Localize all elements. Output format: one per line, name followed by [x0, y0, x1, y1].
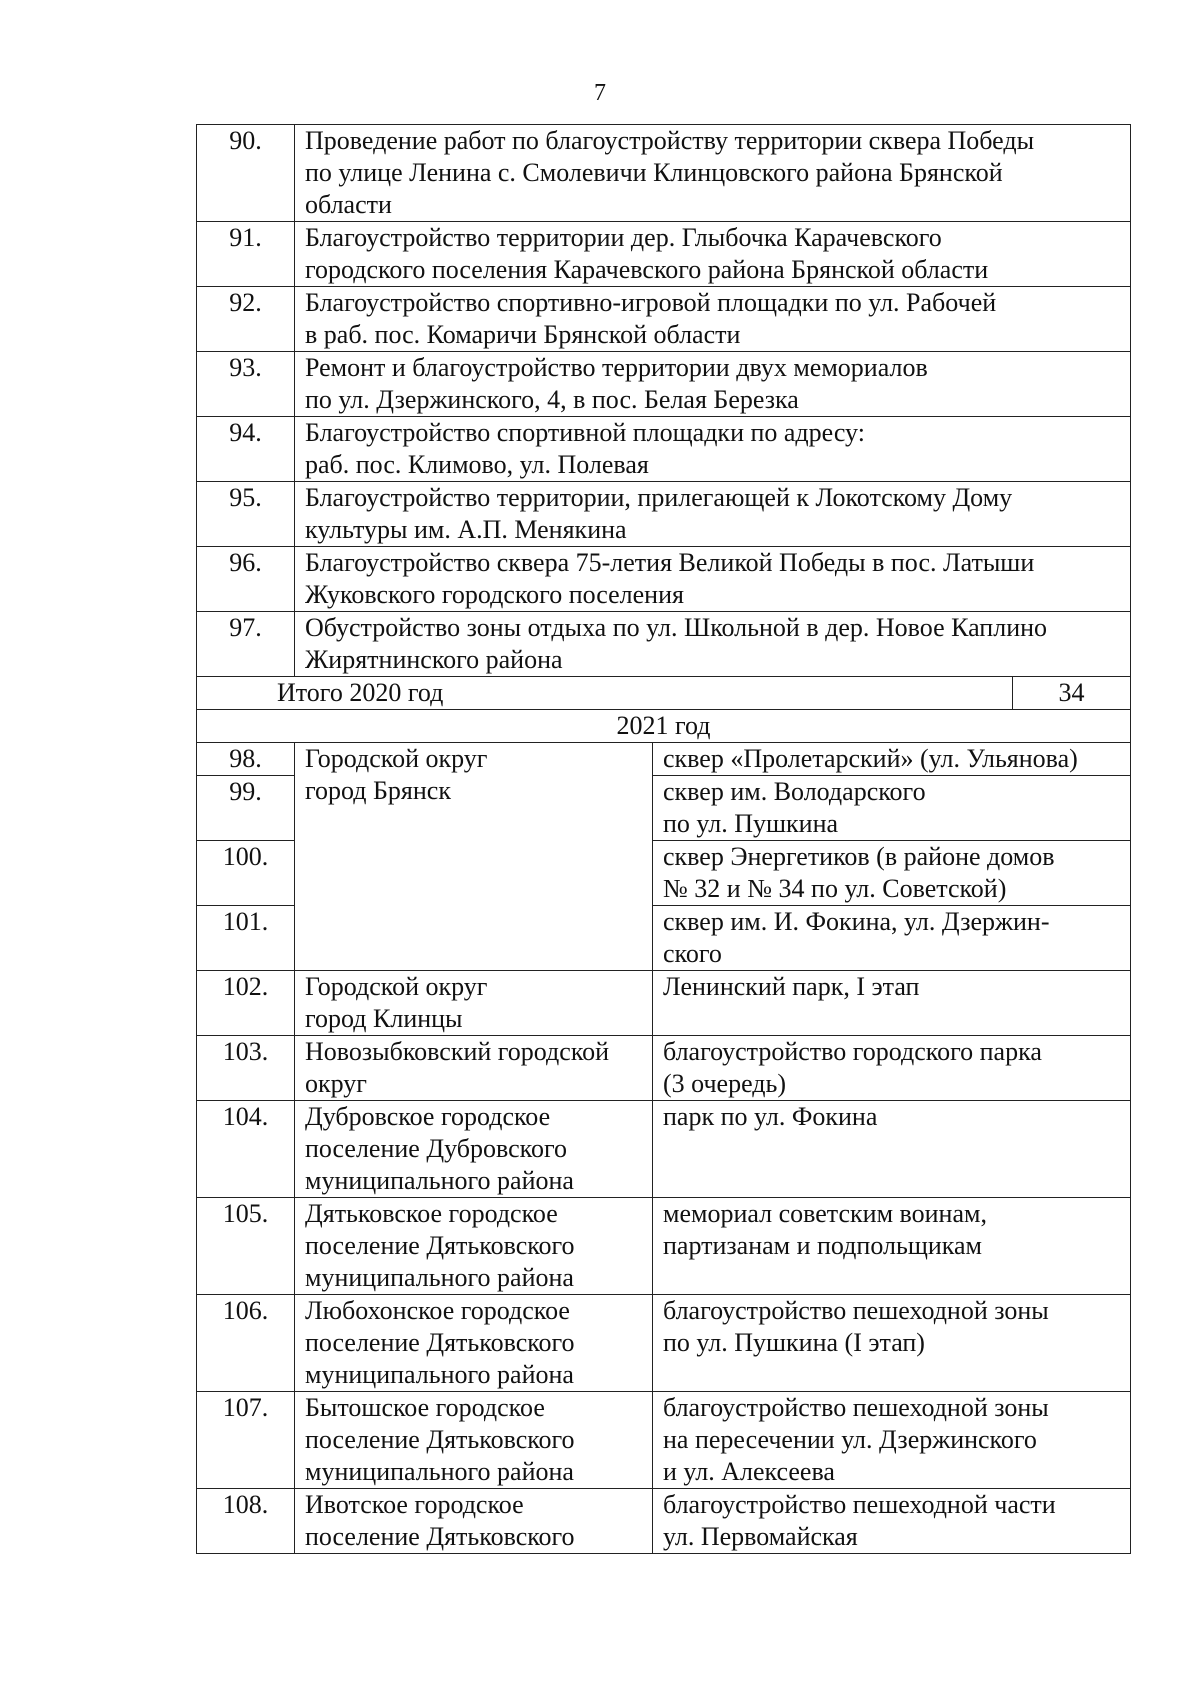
row-description: Проведение работ по благоустройству территории сквера Победы по улице Ленина с. Смолевичи Клинцовского района Брянской области	[295, 125, 1131, 222]
row-number: 91.	[197, 222, 295, 287]
row-number: 108.	[197, 1489, 295, 1554]
row-number: 100.	[197, 841, 295, 906]
row-number: 93.	[197, 352, 295, 417]
row-description: Благоустройство спортивно-игровой площадки по ул. Рабочей в раб. пос. Комаричи Брянской области	[295, 287, 1131, 352]
row-number: 101.	[197, 906, 295, 971]
table-row	[197, 612, 1131, 677]
row-object: сквер Энергетиков (в районе домов № 32 и № 34 по ул. Советской)	[653, 841, 1131, 906]
row-municipality: Дятьковское городское поселение Дятьковского муниципального района	[295, 1198, 653, 1295]
table-row	[197, 743, 1131, 776]
row-number: 90.	[197, 125, 295, 222]
row-number: 97.	[197, 612, 295, 677]
row-object: благоустройство пешеходной части ул. Первомайская	[653, 1489, 1131, 1554]
total-value: 34	[1013, 677, 1131, 710]
row-description: Благоустройство территории дер. Глыбочка Карачевского городского поселения Карачевского района Брянской области	[295, 222, 1131, 287]
table-row	[197, 1198, 1131, 1295]
table-row	[197, 1489, 1131, 1554]
row-municipality: Ивотское городское поселение Дятьковского	[295, 1489, 653, 1554]
year-heading: 2021 год	[197, 710, 1131, 743]
row-object: благоустройство городского парка (3 очередь)	[653, 1036, 1131, 1101]
row-number: 98.	[197, 743, 295, 776]
page-number: 7	[594, 80, 606, 106]
row-number: 92.	[197, 287, 295, 352]
row-municipality: Городской округ город Брянск	[295, 743, 653, 971]
row-municipality: Новозыбковский городской округ	[295, 1036, 653, 1101]
table-row	[197, 1101, 1131, 1198]
row-number: 106.	[197, 1295, 295, 1392]
table-row	[197, 971, 1131, 1036]
row-number: 96.	[197, 547, 295, 612]
row-object: Ленинский парк, I этап	[653, 971, 1131, 1036]
row-number: 107.	[197, 1392, 295, 1489]
row-number: 105.	[197, 1198, 295, 1295]
row-number: 99.	[197, 776, 295, 841]
table-row	[197, 287, 1131, 352]
table-row	[197, 547, 1131, 612]
table-row	[197, 125, 1131, 222]
row-number: 103.	[197, 1036, 295, 1101]
table-row	[197, 222, 1131, 287]
row-municipality: Городской округ город Клинцы	[295, 971, 653, 1036]
table-row	[197, 1036, 1131, 1101]
row-object: сквер им. Володарского по ул. Пушкина	[653, 776, 1131, 841]
objects-table	[196, 124, 1131, 1554]
year-row	[197, 710, 1131, 743]
row-object: благоустройство пешеходной зоны по ул. Пушкина (I этап)	[653, 1295, 1131, 1392]
row-description: Обустройство зоны отдыха по ул. Школьной в дер. Новое Каплино Жирятнинского района	[295, 612, 1131, 677]
total-label: Итого 2020 год	[197, 677, 1013, 710]
row-number: 94.	[197, 417, 295, 482]
row-number: 95.	[197, 482, 295, 547]
row-municipality: Любохонское городское поселение Дятьковского муниципального района	[295, 1295, 653, 1392]
table-row	[197, 482, 1131, 547]
row-number: 104.	[197, 1101, 295, 1198]
row-municipality: Дубровское городское поселение Дубровского муниципального района	[295, 1101, 653, 1198]
row-object: благоустройство пешеходной зоны на пересечении ул. Дзержинского и ул. Алексеева	[653, 1392, 1131, 1489]
row-number: 102.	[197, 971, 295, 1036]
table-row	[197, 352, 1131, 417]
row-object: сквер им. И. Фокина, ул. Дзержин- ского	[653, 906, 1131, 971]
row-description: Благоустройство территории, прилегающей к Локотскому Дому культуры им. А.П. Менякина	[295, 482, 1131, 547]
row-description: Ремонт и благоустройство территории двух мемориалов по ул. Дзержинского, 4, в пос. Белая Березка	[295, 352, 1131, 417]
table-row	[197, 1392, 1131, 1489]
row-description: Благоустройство спортивной площадки по адресу: раб. пос. Климово, ул. Полевая	[295, 417, 1131, 482]
table-row	[197, 417, 1131, 482]
row-municipality: Бытошское городское поселение Дятьковского муниципального района	[295, 1392, 653, 1489]
table-row	[197, 1295, 1131, 1392]
row-object: мемориал советским воинам, партизанам и подпольщикам	[653, 1198, 1131, 1295]
total-row	[197, 677, 1131, 710]
row-object: сквер «Пролетарский» (ул. Ульянова)	[653, 743, 1131, 776]
row-description: Благоустройство сквера 75-летия Великой Победы в пос. Латыши Жуковского городского поселения	[295, 547, 1131, 612]
row-object: парк по ул. Фокина	[653, 1101, 1131, 1198]
